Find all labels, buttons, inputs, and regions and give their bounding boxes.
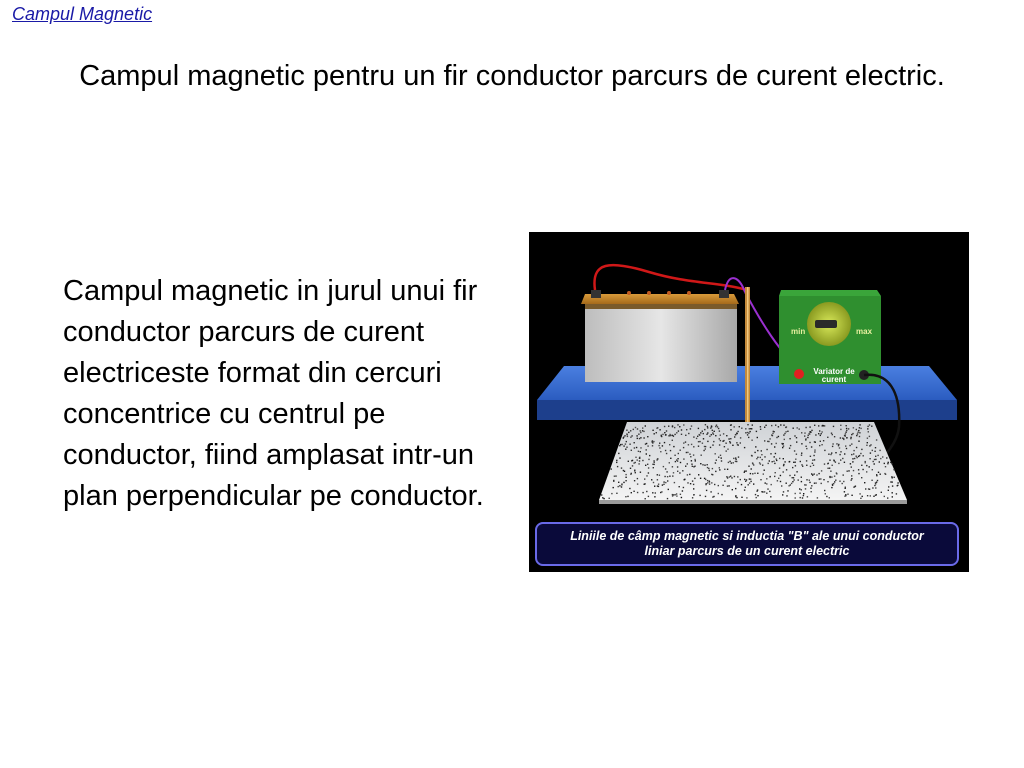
experiment-illustration xyxy=(529,232,969,572)
battery xyxy=(581,290,739,382)
body-paragraph: Campul magnetic in jurul unui fir conductor parcurs de curent electriceste format din cercuri concentrice cu centrul pe conductor, fiind amplasat intr-un plan perpendicular pe conductor. xyxy=(63,275,484,512)
max-label: max xyxy=(856,327,873,336)
campul-magnetic-link[interactable]: Campul Magnetic xyxy=(12,4,153,24)
red-wire xyxy=(594,265,747,290)
variator-label: Variator de curent xyxy=(813,367,855,384)
figure-caption-box xyxy=(535,522,959,566)
paper-sheet xyxy=(599,422,907,500)
experiment-drawing xyxy=(529,232,969,572)
min-label: min xyxy=(791,327,806,336)
slide-title: Campul magnetic pentru un fir conductor parcurs de curent electric. xyxy=(79,60,945,92)
figure-caption: Liniile de câmp magnetic si inductia "B" ale unui conductor liniar parcurs de un curent electric xyxy=(570,529,924,558)
